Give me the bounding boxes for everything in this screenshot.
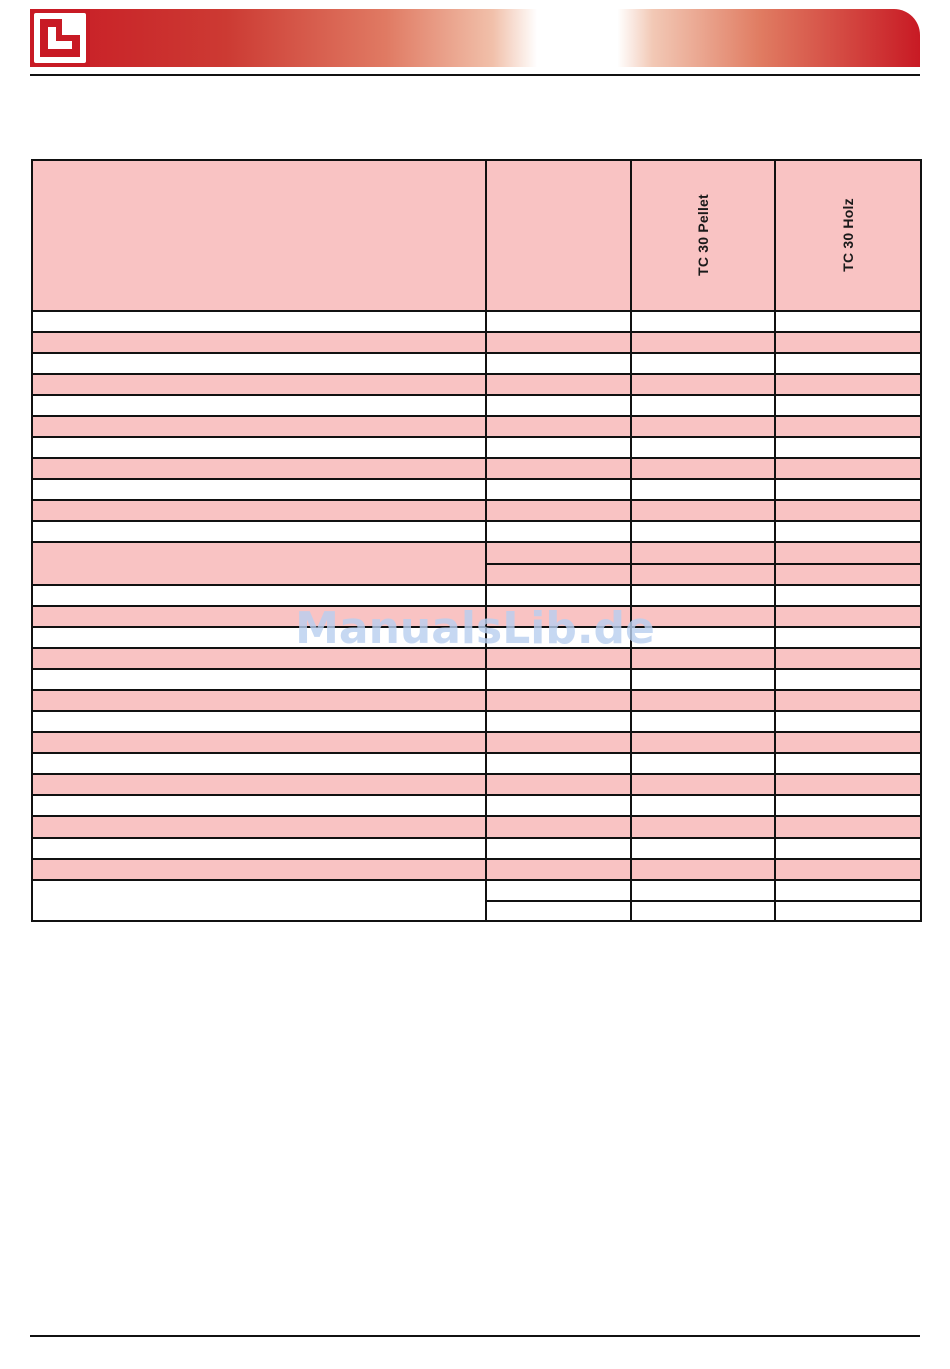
table-cell [631, 458, 775, 479]
table-cell [631, 816, 775, 837]
table-row [32, 669, 921, 690]
table-cell [631, 669, 775, 690]
table-cell [775, 669, 921, 690]
table-cell [32, 332, 486, 353]
table-cell [775, 732, 921, 753]
table-cell [32, 353, 486, 374]
table-cell [631, 374, 775, 395]
table-cell [775, 479, 921, 500]
table-row [32, 374, 921, 395]
table-cell [775, 437, 921, 458]
table-cell [775, 374, 921, 395]
table-cell [486, 880, 631, 901]
table-row [32, 774, 921, 795]
table-cell [775, 627, 921, 648]
table-cell [631, 838, 775, 859]
table-cell [32, 753, 486, 774]
table-cell [631, 479, 775, 500]
table-row [32, 521, 921, 542]
table-cell [486, 901, 631, 921]
table-row-merged [32, 542, 921, 563]
table-row [32, 732, 921, 753]
table-row [32, 332, 921, 353]
table-cell [631, 627, 775, 648]
table-cell [775, 838, 921, 859]
table-row [32, 311, 921, 332]
table-cell [486, 669, 631, 690]
table-cell [775, 711, 921, 732]
table-row-merged [32, 880, 921, 901]
footer-rule [30, 1335, 920, 1337]
table-cell [486, 753, 631, 774]
table-cell [32, 627, 486, 648]
table-row [32, 458, 921, 479]
table-cell [775, 753, 921, 774]
table-cell [32, 479, 486, 500]
watermark-text: ManualsLib.de [295, 603, 655, 654]
brand-logo-icon [30, 9, 90, 67]
table-cell [486, 732, 631, 753]
header-cell-unit [486, 160, 631, 311]
header-cell-description [32, 160, 486, 311]
table-cell [775, 458, 921, 479]
table-cell [486, 542, 631, 563]
table-row [32, 859, 921, 880]
table-cell [631, 774, 775, 795]
table-row [32, 795, 921, 816]
table-row [32, 353, 921, 374]
table-cell [486, 648, 631, 669]
table-cell [486, 795, 631, 816]
table-cell [775, 816, 921, 837]
table-cell [775, 395, 921, 416]
table-header-row [32, 160, 921, 311]
table-row [32, 606, 921, 627]
table-row [32, 437, 921, 458]
table-cell [486, 521, 631, 542]
table-cell [631, 500, 775, 521]
column-label-tc30-holz: TC 30 Holz [839, 198, 856, 273]
table-cell [486, 437, 631, 458]
table-cell [32, 437, 486, 458]
table-row [32, 816, 921, 837]
table-row [32, 500, 921, 521]
table-cell [32, 521, 486, 542]
table-cell [631, 901, 775, 921]
table-cell [631, 732, 775, 753]
table-cell [32, 690, 486, 711]
table-cell [631, 880, 775, 901]
table-cell [631, 585, 775, 606]
table-cell [631, 353, 775, 374]
table-cell [32, 585, 486, 606]
table-cell [775, 564, 921, 585]
table-cell [32, 648, 486, 669]
table-row [32, 585, 921, 606]
table-cell [631, 690, 775, 711]
table-cell [32, 838, 486, 859]
table-cell [775, 648, 921, 669]
table-cell [631, 542, 775, 563]
table-row [32, 416, 921, 437]
table-row [32, 690, 921, 711]
table-cell [775, 774, 921, 795]
table-cell [775, 585, 921, 606]
table-cell-merged [32, 880, 486, 921]
table-cell [775, 901, 921, 921]
table-cell [631, 437, 775, 458]
table-cell [32, 395, 486, 416]
table-cell [32, 500, 486, 521]
table-cell [486, 395, 631, 416]
table-cell [486, 500, 631, 521]
table-cell [486, 332, 631, 353]
table-cell [631, 521, 775, 542]
table-cell-merged [32, 542, 486, 584]
table-cell [32, 416, 486, 437]
table-cell [486, 479, 631, 500]
specification-table [31, 159, 922, 922]
table-cell [775, 311, 921, 332]
table-cell [775, 500, 921, 521]
table-cell [486, 711, 631, 732]
table-cell [631, 606, 775, 627]
table-cell [486, 606, 631, 627]
table-cell [486, 458, 631, 479]
table-cell [486, 859, 631, 880]
table-cell [486, 690, 631, 711]
table-cell [486, 585, 631, 606]
table-row [32, 395, 921, 416]
table-cell [486, 774, 631, 795]
table-row [32, 711, 921, 732]
table-cell [775, 795, 921, 816]
table-row [32, 648, 921, 669]
table-cell [775, 416, 921, 437]
table-cell [631, 416, 775, 437]
table-cell [631, 332, 775, 353]
table-cell [486, 374, 631, 395]
column-label-tc30-pellet: TC 30 Pellet [694, 194, 711, 277]
table-cell [486, 353, 631, 374]
table-cell [631, 859, 775, 880]
brand-logo [30, 9, 90, 67]
table-cell [32, 774, 486, 795]
table-cell [32, 458, 486, 479]
header-band [30, 9, 920, 67]
table-cell [486, 838, 631, 859]
table-cell [631, 711, 775, 732]
table-cell [32, 606, 486, 627]
table-cell [775, 880, 921, 901]
table-cell [631, 395, 775, 416]
table-cell [631, 753, 775, 774]
table-cell [775, 353, 921, 374]
table-row [32, 753, 921, 774]
table-cell [32, 311, 486, 332]
table-cell [775, 332, 921, 353]
table-row [32, 838, 921, 859]
table-cell [775, 606, 921, 627]
table-cell [486, 627, 631, 648]
table-row [32, 479, 921, 500]
table-cell [32, 795, 486, 816]
table-cell [32, 732, 486, 753]
table-cell [32, 374, 486, 395]
table-cell [775, 690, 921, 711]
table-cell [32, 669, 486, 690]
table-cell [486, 311, 631, 332]
table-cell [775, 859, 921, 880]
table-cell [631, 564, 775, 585]
table-cell [32, 816, 486, 837]
table-cell [486, 816, 631, 837]
table-cell [631, 795, 775, 816]
table-cell [775, 542, 921, 563]
table-row [32, 627, 921, 648]
table-cell [486, 416, 631, 437]
table-cell [631, 311, 775, 332]
table-cell [486, 564, 631, 585]
header-rule [30, 74, 920, 76]
table-cell [631, 648, 775, 669]
table-cell [32, 859, 486, 880]
table-cell [32, 711, 486, 732]
table-cell [775, 521, 921, 542]
header-cell-tc30-holz [775, 160, 921, 311]
header-cell-tc30-pellet [631, 160, 775, 311]
